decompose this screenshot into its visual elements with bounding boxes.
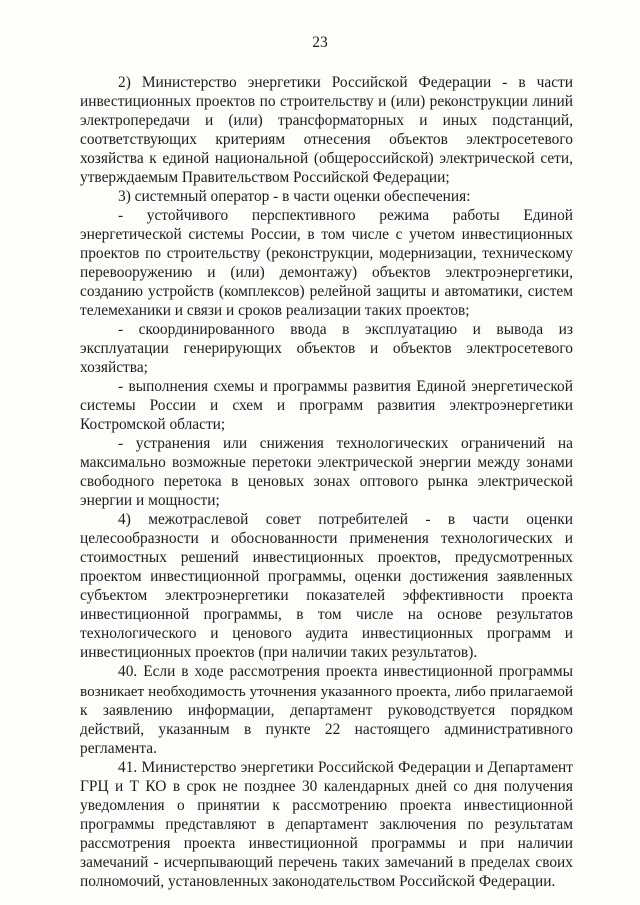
text-line: к заявлению информации, департамент руководствуется порядком	[80, 701, 573, 719]
text-line: системы России и схем и программ развития электроэнергетики	[80, 397, 573, 415]
text-line: 4) межотраслевой совет потребителей - в части оценки	[118, 511, 573, 529]
text-line: хозяйства к единой национальной (общероссийской) электрической сети,	[80, 150, 573, 168]
text-line: действий, указанным в пункте 22 настоящего административного	[80, 720, 573, 738]
text-line: 41. Министерство энергетики Российской Федерации и Департамент	[118, 758, 573, 776]
text-line: инвестиционных проектов (при наличии таких результатов).	[80, 644, 478, 662]
text-line: программы представляют в департамент заключения по результатам	[80, 815, 573, 833]
text-line: проектом инвестиционной программы, оценки достижения заявленных	[80, 568, 573, 586]
text-line: электропередачи и (или) трансформаторных и иных подстанций,	[80, 112, 573, 130]
text-line: полномочий, установленных законодательством Российской Федерации.	[80, 872, 556, 890]
text-line: максимально возможные перетоки электрической энергии между зонами	[80, 454, 573, 472]
text-line: 2) Министерство энергетики Российской Федерации - в части	[118, 74, 573, 91]
text-line: - устойчивого перспективного режима работы Единой	[118, 207, 573, 225]
text-line: рассмотрения проекта инвестиционной программы и при наличии	[80, 834, 573, 852]
text-line: уведомления о принятии к рассмотрению проекта инвестиционной	[80, 796, 573, 814]
text-line: - устранения или снижения технологических ограничений на	[118, 435, 573, 453]
text-line: утверждаемым Правительством Российской Федерации;	[80, 169, 450, 187]
text-line: замечаний - исчерпывающий перечень таких замечаний в пределах своих	[80, 853, 573, 871]
text-line: 3) системный оператор - в части оценки обеспечения:	[118, 188, 471, 206]
document-body	[80, 73, 573, 891]
text-line: - выполнения схемы и программы развития Единой энергетической	[118, 378, 573, 396]
text-line: технологического и ценового аудита инвестиционных программ и	[80, 625, 573, 643]
page-number: 23	[312, 34, 328, 51]
text-line: целесообразности и обоснованности применения технологических и	[80, 530, 573, 548]
text-line: созданию устройств (комплексов) релейной защиты и автоматики, систем	[80, 283, 573, 301]
text-line: - скоординированного ввода в эксплуатацию и вывода из	[118, 321, 573, 339]
text-line: стоимостных решений инвестиционных проектов, предусмотренных	[80, 549, 573, 567]
text-line: свободного перетока в ценовых зонах оптового рынка электрической	[80, 473, 573, 491]
text-line: Костромской области;	[80, 416, 226, 434]
text-line: энергии и мощности;	[80, 492, 220, 510]
text-line: эксплуатации генерирующих объектов и объектов электросетевого	[80, 340, 573, 358]
text-line: телемеханики и связи и сроков реализации таких проектов;	[80, 302, 470, 320]
text-line: хозяйства;	[80, 359, 148, 377]
text-line: перевооружению и (или) демонтажу) объектов электроэнергетики,	[80, 264, 573, 282]
text-line: соответствующих критериям отнесения объектов электросетевого	[80, 131, 573, 149]
text-line: регламента.	[80, 739, 157, 757]
text-line: 40. Если в ходе рассмотрения проекта инвестиционной программы	[118, 663, 573, 681]
text-line: инвестиционной программы, в том числе на основе результатов	[80, 606, 573, 624]
text-line: возникает необходимость уточнения указанного проекта, либо прилагаемой	[80, 682, 573, 700]
text-line: инвестиционных проектов по строительству и (или) реконструкции линий	[80, 93, 573, 111]
text-line: ГРЦ и Т КО в срок не позднее 30 календарных дней со дня получения	[80, 777, 573, 795]
text-line: проектов по строительству (реконструкции, модернизации, техническому	[80, 245, 573, 263]
text-line: энергетической системы России, в том числе с учетом инвестиционных	[80, 226, 573, 244]
text-line: субъектом электроэнергетики показателей эффективности проекта	[80, 587, 573, 605]
